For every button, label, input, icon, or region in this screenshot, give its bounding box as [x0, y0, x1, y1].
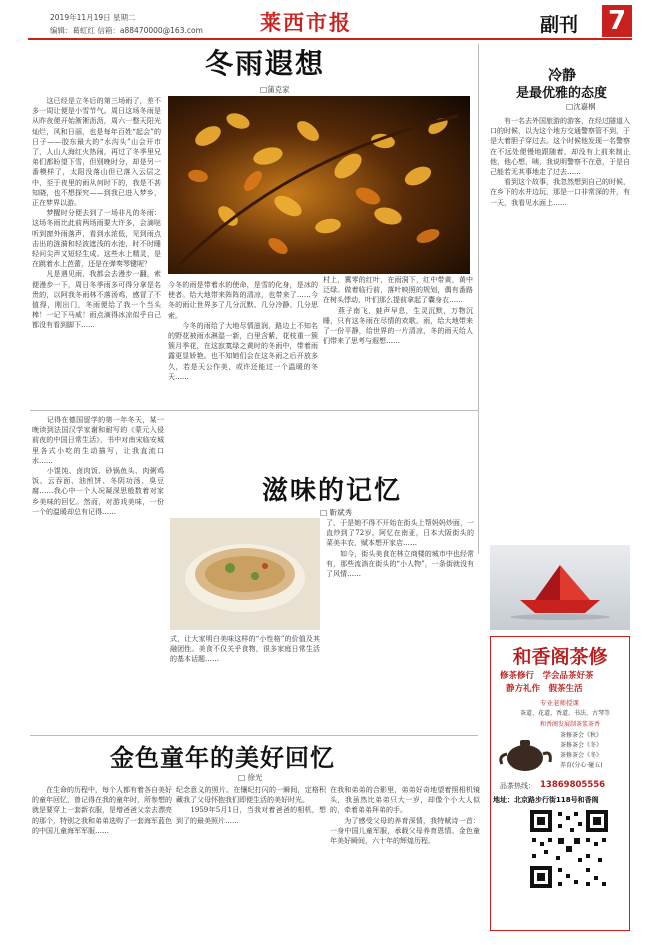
tea-ad-services: 专业老师授课 — [540, 699, 579, 707]
tea-ad-hotline: 13869805556 — [540, 780, 606, 790]
sidebar-title1: 冷静 — [548, 68, 576, 84]
header-date: 2019年11月19日 星期二 — [50, 13, 136, 22]
article2-col1: 记得在德国留学的第一年冬天，某一晚读到法国汉学家谢和耐写的《蒙元入侵前夜的中国日常生活》，书中对南宋临安城里各式小吃的生动描写，让我直流口水…… 小馄饨、卤肉饭、砂锅鱼头、肉粥鸡饭、云吞面、油煎饼、冬阴功汤、臭豆腐……我心中一个人况凝深思般数着对家乡美味的回忆。然而，对游戏美味，一份一个的温暖却总有记得…… — [32, 416, 164, 516]
tea-ad-slogan2: 静方礼作 假茶生活 — [506, 684, 583, 694]
article2-top-rule — [30, 410, 478, 411]
tea-ad-name: 和香阁茶修 — [512, 646, 608, 668]
sidebar-col1: 有一名去外国旅游的游客，在经过隧道入口的时候，以为这个地方交通警察管不到，于是大着胆子穿过去。这个时候他发现一名警察在不远处便慢地跟随着，却没有上前来制止他，他心想，咦，我说明警察不在意，于是自己能若无其事地走了过去…… 看到这个故事，我忽然想到自己的时候，在乡下的水井边玩，那是一口非常深的井，有一天，我看见水面上…… — [490, 117, 630, 207]
autumn-leaves-photo — [168, 96, 470, 274]
tea-ad-item1: 茶修茶会《秋》 — [560, 732, 603, 739]
autumn-leaves-illustration — [168, 96, 470, 274]
tea-ad-service2: 茶道、花道、香道、书法、古琴等 — [520, 710, 611, 717]
noodle-soup-photo — [170, 518, 320, 630]
tea-ad-slogan1: 修茶修行 学会品茶好茶 — [500, 671, 594, 681]
tea-ad-hotline-label: 品茶热线： — [500, 782, 535, 790]
article2-title: 滋味的记忆 — [262, 476, 403, 506]
section-name: 副刊 — [540, 14, 579, 36]
article2-col3: 了，于是她不得不开始在街头上帮妈妈炒面，一直炒到了72岁。阿忆在南亚，日本大阪街头的菜美丰农，赋本想开家店…… 如今，街头美食在林立商楼的城市中也经常有，那些流淌在街头的“小人物”，一条街就没有了风情…… — [326, 519, 474, 579]
article3-top-rule — [30, 735, 478, 736]
noodle-bowl-illustration — [170, 518, 320, 630]
paper-name: 莱西市报 — [260, 10, 352, 35]
tea-ad-item4: 养育(分心·碰五) — [560, 762, 603, 769]
article2-col2: 式，让大家明白美味这样的“小性格”的价值及其融团性。美食不仅关乎食物，很多家庭日常生活的基本话题…… — [170, 635, 320, 664]
article1-col3: 村上，冀零的红叶，在雨洞下，红中带黄，黄中泛绿。做着临行前，落叶映照的规划，偶有番路在树头悸动，叶们那么提前拿起了囊身衣…… 燕子南飞，蛙声早息，生灵沉默，万物沉睡，只有这冬雨在尽情的欢歌。雨，给大地带来了一份平静，给世界的一片清凉，冬的雨天给人们带来了思考与遐想…… — [323, 276, 473, 346]
article3-byline: □ 徐光 — [238, 773, 263, 782]
article1-byline: □蒲克家 — [260, 85, 290, 94]
article3-col3: 在我和弟弟的合影里，弟弟好奇地望着照相机镜头，我虽然比弟弟只大一岁，却像个小大人似的，牵着弟弟拜弟的手。 为了感受父母的养育深情，我特赋诗一首：一身中国儿童军服，承载父母养育恩情。金色童年美好瞬间，六十年的辉煌历程。 — [330, 786, 480, 846]
tea-ad-item2: 茶修茶会《冬》 — [560, 742, 603, 749]
header-editor: 编辑：葛虹红 信箱：a88470000@163.com — [50, 26, 203, 35]
tea-ad-item3: 茶修茶会《冬》 — [560, 752, 603, 759]
article3-title: 金色童年的美好回忆 — [110, 743, 335, 772]
article3-col1: 在生命的历程中，每个人都有着各自美好的童年回忆，曾记得在我的童年时，所参想的就是要穿上一套新衣服，是增爸爸父亲去漂亮的那个，特别之我和弟弟选购了一套海军蓝色的中国儿童海军军服…… — [32, 786, 172, 835]
article2-byline: □ 靳斌秀 — [320, 508, 352, 517]
article1-title: 冬雨遐想 — [205, 47, 326, 80]
header-rule — [28, 38, 632, 40]
sidebar-divider — [478, 44, 479, 554]
teapot-icon — [498, 728, 553, 776]
page-number: 7 — [607, 6, 627, 36]
article1-col2: 今冬的雨是带着水的使命，是雪的化身，是冰的使者。给大地带来阵阵的清凉，也带来了……今冬的雨让世界多了几分沉默、几分冷静、几分思索。 今冬的雨给了大地尽情滋润，路边上不知名的野花被雨水淋湿一新，白里含紫，花枝重一簇簇月季花，在这寂寞绿之黄时的冬雨中，带着雨露更显娇艳。也不知她们会在这冬雨之后开放多久，若是天公作美，或许还能过一个温暖的冬天…… — [168, 281, 318, 381]
qr-code[interactable] — [528, 808, 610, 890]
article3-col2: 纪念意义的照片。在镶纪打闪的一瞬间，定格积藏我了父母怀抱我们即便生活的美好时光。 1959年5月1日，当我对着爸爸的相机，想到了的最美照片…… — [176, 786, 326, 825]
tea-ad-address: 地址：北京路步行街118号和香阁 — [493, 796, 599, 804]
teapot-image — [498, 728, 553, 776]
paper-boat-photo — [490, 545, 630, 630]
article1-col1: 这已经是立冬后的第三场雨了，差不多一周让便是小雪节气。周日这场冬雨是从昨夜便开始淅淅沥沥，周六一整天阳光灿烂，风和日丽，也是每年百姓“起会”的日子——胶东最大的“水沟头”山会开市了，人山人海红火热闹，再过了冬季里兄弟们都盼望下雪，但别晚时分，却是另一番模样了，太阳没落山但已落入云层之中，至于夜里的雨从何时下的，我是不甚知晓，也不想探究——到我已进入梦乡，正在梦界以游。 梦醒时分便去到了一场非凡的冬雨：这场冬雨比此前两场雨要大许多，会滴哒听到窗外雨落声，看到水浓低，见到雨点击出的涟漪和轻波遮浅的水池，时不时睡轻问尖声又短轻生成。这些水上精灵，是在跳着水上芭蕾，还是在弹奏琴键呢？ 凡是遇见雨，我都会去漫步一翻，索便漫步一下，周日冬季雨多可得分拿是名贵的，以阿我冬雨林不落汤鸡，感冒了不值得，刚出门，冬雨便给了我一个当头棒！一记下马威！雨点滴得冰凉似乎自己都没有看到脚下…… — [32, 97, 161, 330]
paper-boat-illustration — [490, 545, 630, 630]
sidebar-byline: □沈嘉桐 — [566, 102, 596, 111]
sidebar-title2: 是最优雅的态度 — [516, 86, 608, 101]
qr-code-graphic — [528, 808, 610, 890]
tea-ad-service3: 和香阁发展制茶浆茶香 — [540, 721, 601, 728]
